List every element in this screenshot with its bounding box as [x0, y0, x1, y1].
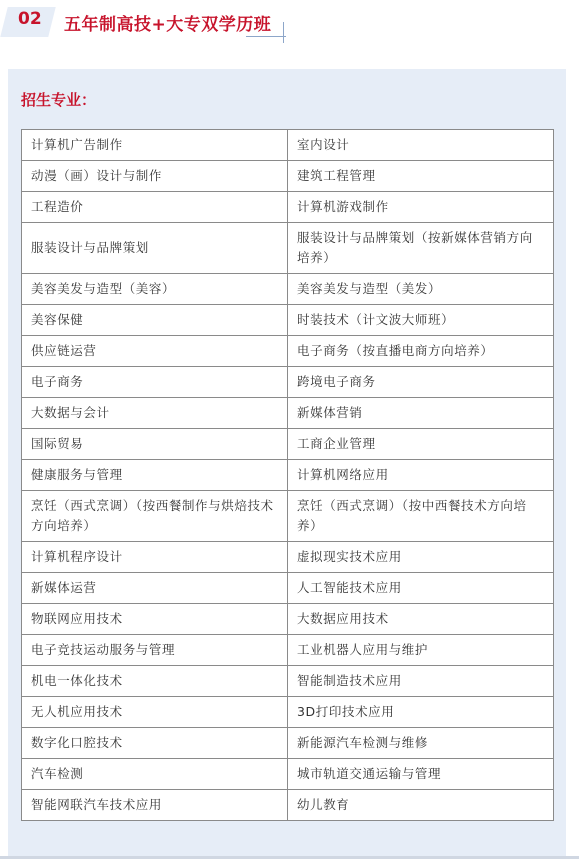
major-cell-right: 3D打印技术应用	[288, 697, 554, 728]
major-cell-left: 工程造价	[22, 192, 288, 223]
table-row	[22, 666, 554, 697]
major-cell-left: 电子竞技运动服务与管理	[22, 635, 288, 666]
major-cell-right: 服装设计与品牌策划（按新媒体营销方向培养）	[288, 223, 554, 274]
major-cell-left: 无人机应用技术	[22, 697, 288, 728]
major-cell-right: 电子商务（按直播电商方向培养）	[288, 336, 554, 367]
table-row	[22, 728, 554, 759]
major-cell-left: 健康服务与管理	[22, 460, 288, 491]
major-cell-left: 动漫（画）设计与制作	[22, 161, 288, 192]
table-row	[22, 604, 554, 635]
major-cell-right: 时装技术（计文波大师班）	[288, 305, 554, 336]
section-header	[0, 0, 579, 48]
major-cell-right: 计算机网络应用	[288, 460, 554, 491]
table-row	[22, 759, 554, 790]
major-cell-right: 新能源汽车检测与维修	[288, 728, 554, 759]
major-cell-right: 跨境电子商务	[288, 367, 554, 398]
section-title: 五年制高技+大专双学历班	[64, 15, 272, 35]
table-row	[22, 573, 554, 604]
decorative-line-horizontal	[246, 36, 286, 37]
table-row	[22, 161, 554, 192]
section-number: 02	[18, 9, 42, 29]
major-cell-right: 建筑工程管理	[288, 161, 554, 192]
major-cell-left: 国际贸易	[22, 429, 288, 460]
major-cell-left: 美容保健	[22, 305, 288, 336]
major-cell-right: 人工智能技术应用	[288, 573, 554, 604]
major-cell-right: 室内设计	[288, 130, 554, 161]
table-row	[22, 491, 554, 542]
major-cell-left: 计算机广告制作	[22, 130, 288, 161]
table-row	[22, 192, 554, 223]
major-cell-right: 工业机器人应用与维护	[288, 635, 554, 666]
major-cell-left: 数字化口腔技术	[22, 728, 288, 759]
table-row	[22, 274, 554, 305]
table-row	[22, 542, 554, 573]
major-cell-right: 虚拟现实技术应用	[288, 542, 554, 573]
major-cell-right: 大数据应用技术	[288, 604, 554, 635]
majors-label: 招生专业：	[21, 91, 97, 109]
major-cell-left: 美容美发与造型（美容）	[22, 274, 288, 305]
major-cell-left: 机电一体化技术	[22, 666, 288, 697]
table-row	[22, 130, 554, 161]
table-row	[22, 460, 554, 491]
table-row	[22, 398, 554, 429]
table-row	[22, 429, 554, 460]
major-cell-right: 计算机游戏制作	[288, 192, 554, 223]
major-cell-left: 电子商务	[22, 367, 288, 398]
major-cell-right: 城市轨道交通运输与管理	[288, 759, 554, 790]
major-cell-left: 计算机程序设计	[22, 542, 288, 573]
major-cell-left: 新媒体运营	[22, 573, 288, 604]
major-cell-left: 供应链运营	[22, 336, 288, 367]
major-cell-left: 烹饪（西式烹调）（按西餐制作与烘焙技术方向培养）	[22, 491, 288, 542]
major-cell-left: 物联网应用技术	[22, 604, 288, 635]
table-row	[22, 367, 554, 398]
major-cell-left: 汽车检测	[22, 759, 288, 790]
majors-table	[21, 129, 554, 821]
major-cell-right: 智能制造技术应用	[288, 666, 554, 697]
major-cell-right: 烹饪（西式烹调）（按中西餐技术方向培养）	[288, 491, 554, 542]
major-cell-right: 美容美发与造型（美发）	[288, 274, 554, 305]
major-cell-left: 智能网联汽车技术应用	[22, 790, 288, 821]
table-row	[22, 336, 554, 367]
table-row	[22, 635, 554, 666]
table-row	[22, 697, 554, 728]
table-row	[22, 790, 554, 821]
major-cell-right: 幼儿教育	[288, 790, 554, 821]
table-row	[22, 223, 554, 274]
table-row	[22, 305, 554, 336]
majors-table-body	[22, 130, 554, 821]
major-cell-left: 服装设计与品牌策划	[22, 223, 288, 274]
major-cell-right: 工商企业管理	[288, 429, 554, 460]
major-cell-left: 大数据与会计	[22, 398, 288, 429]
major-cell-right: 新媒体营销	[288, 398, 554, 429]
decorative-line-vertical	[283, 22, 284, 43]
